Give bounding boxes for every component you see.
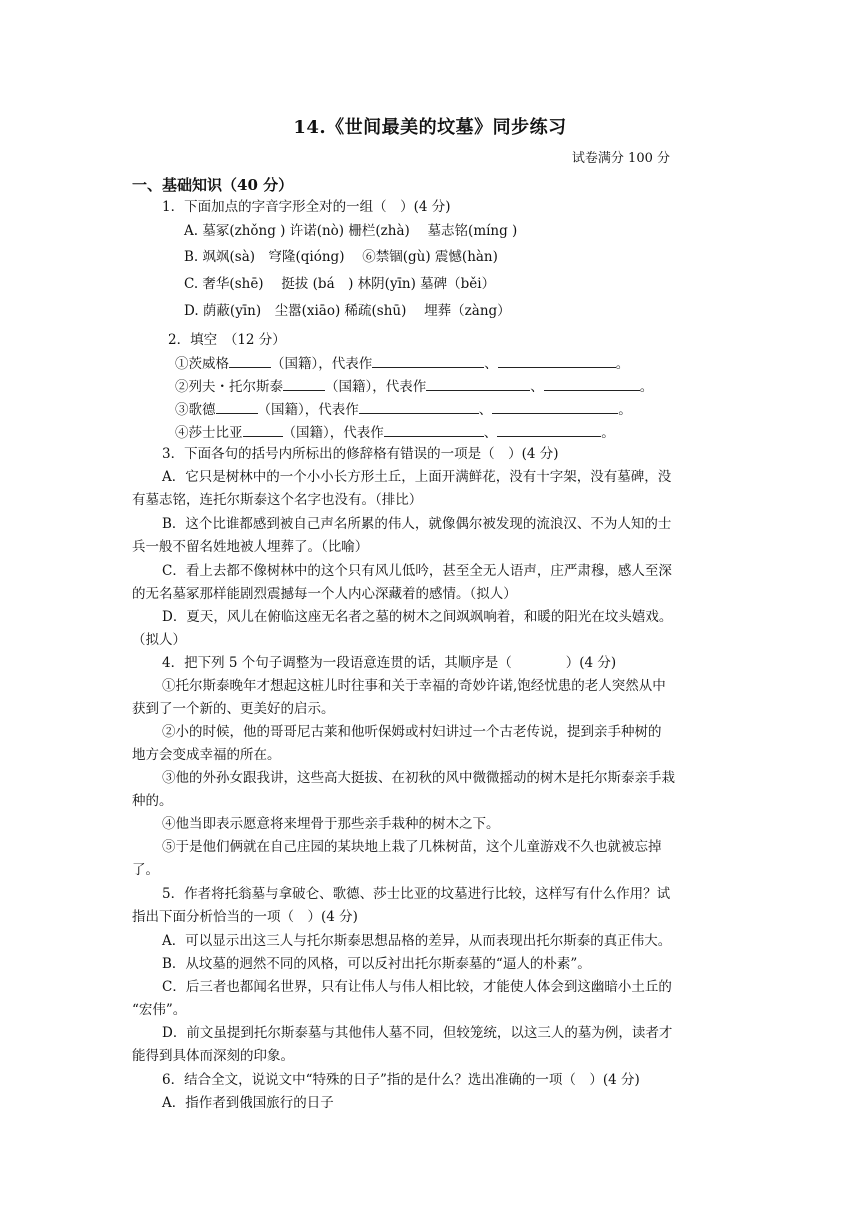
paragraph-line: 指出下面分析恰当的一项（ ）(4 分) <box>132 909 358 925</box>
question-4-stem: 4．把下列 5 个句子调整为一段语意连贯的话，其顺序是（ ）(4 分) <box>162 655 617 671</box>
paragraph-line: 有墓志铭，连托尔斯泰这个名字也没有。（排比） <box>132 492 423 508</box>
paragraph-line: 兵一般不留名姓地被人埋葬了。（比喻） <box>132 539 369 555</box>
fill-text: （国籍），代表作 <box>282 425 384 441</box>
question-5-stem: 5．作者将托翁墓与拿破仑、歌德、莎士比亚的坟墓进行比较，这样写有什么作用？试 <box>162 886 671 902</box>
blank-line[interactable] <box>229 353 271 368</box>
question-3-stem: 3．下面各句的括号内所标出的修辞格有错误的一项是（ ）(4 分) <box>162 446 559 462</box>
fill-sep: 、 <box>530 379 544 395</box>
question-6-stem: 6．结合全文，说说文中“特殊的日子”指的是什么？选出准确的一项（ ）(4 分) <box>162 1072 640 1088</box>
paragraph-line: ②小的时候，他的哥哥尼古莱和他听保姆或村妇讲过一个古老传说，提到亲手种树的 <box>162 724 662 740</box>
blank-line[interactable] <box>216 399 258 414</box>
paragraph-line: C．看上去都不像树林中的这个只有风儿低吟，甚至全无人语声，庄严肃穆，感人至深 <box>162 563 672 579</box>
fill-label: ④莎士比亚 <box>175 425 243 441</box>
paragraph-line: A．可以显示出这三人与托尔斯泰思想品格的差异，从而表现出托尔斯泰的真正伟大。 <box>162 933 672 949</box>
paragraph-line: 地方会变成幸福的所在。 <box>132 747 281 763</box>
fill-label: ②列夫・托尔斯泰 <box>175 379 283 395</box>
paragraph-line: B．从坟墓的迥然不同的风格，可以反衬出托尔斯泰墓的“逼人的朴素”。 <box>162 956 591 972</box>
fill-sep: 、 <box>484 356 498 372</box>
question-2-stem: 2．填空 （12 分） <box>168 332 286 348</box>
paragraph-line: A．它只是树林中的一个小小长方形土丘，上面开满鲜花，没有十字架，没有墓碑，没 <box>162 469 672 485</box>
blank-line[interactable] <box>283 376 325 391</box>
paragraph-line: ③他的外孙女跟我讲，这些高大挺拔、在初秋的风中微微摇动的树木是托尔斯泰亲手栽 <box>162 770 675 786</box>
question-1-option-a: A. 墓冢(zhǒng ) 许诺(nò) 栅栏(zhà) 墓志铭(míng ) <box>184 223 518 239</box>
paragraph-line: ⑤于是他们俩就在自己庄园的某块地上栽了几株树苗，这个儿童游戏不久也就被忘掉 <box>162 839 662 855</box>
fill-end: 。 <box>639 379 654 395</box>
section-heading: 一、基础知识（40 分） <box>132 176 294 194</box>
fill-label: ①茨威格 <box>175 356 229 372</box>
paragraph-line: 能得到具体而深刻的印象。 <box>132 1048 294 1064</box>
paragraph-line: B．这个比谁都感到被自己声名所累的伟人，就像偶尔被发现的流浪汉、不为人知的士 <box>162 516 672 532</box>
fill-row-4 <box>175 422 615 443</box>
paragraph-line: 的无名墓冢那样能剧烈震撼每一个人内心深藏着的感情。（拟人） <box>132 586 517 602</box>
paragraph-line: 了。 <box>132 862 159 878</box>
paragraph-line: D．前文虽提到托尔斯泰墓与其他伟人墓不同，但较笼统，以这三人的墓为例，读者才 <box>162 1025 673 1041</box>
fill-text: （国籍），代表作 <box>271 356 373 372</box>
question-1-option-d: D. 荫蔽(yīn) 尘嚣(xiāo) 稀疏(shū) 埋葬（zàng） <box>184 303 511 319</box>
fill-text: （国籍），代表作 <box>325 379 427 395</box>
paragraph-line: 获到了一个新的、更美好的启示。 <box>132 701 335 717</box>
blank-line[interactable] <box>498 353 616 368</box>
fill-end: 。 <box>601 425 615 441</box>
fill-row-3 <box>175 399 632 420</box>
fill-text: （国籍），代表作 <box>257 402 359 418</box>
paragraph-line: “宏伟”。 <box>132 1002 187 1018</box>
blank-line[interactable] <box>384 422 484 437</box>
fill-row-1 <box>175 353 629 374</box>
fill-sep: 、 <box>483 425 498 441</box>
paragraph-line: A．指作者到俄国旅行的日子 <box>162 1095 334 1111</box>
paragraph-line: D．夏天，风儿在俯临这座无名者之墓的树木之间飒飒响着，和暖的阳光在坟头嬉戏。 <box>162 609 673 625</box>
score-note: 试卷满分 100 分 <box>571 151 670 166</box>
blank-line[interactable] <box>492 399 618 414</box>
fill-sep: 、 <box>478 402 493 418</box>
blank-line[interactable] <box>372 353 484 368</box>
paragraph-line: ①托尔斯泰晚年才想起这桩儿时往事和关于幸福的奇妙许诺,饱经忧患的老人突然从中 <box>162 678 666 694</box>
fill-label: ③歌德 <box>175 402 216 418</box>
paragraph-line: C．后三者也都闻名世界，只有让伟人与伟人相比较，才能使人体会到这幽暗小土丘的 <box>162 979 672 995</box>
blank-line[interactable] <box>359 399 479 414</box>
fill-row-2 <box>175 376 653 397</box>
blank-line[interactable] <box>426 376 530 391</box>
question-1-stem: 1．下面加点的字音字形全对的一组（ ）(4 分) <box>162 199 451 215</box>
paragraph-line: ④他当即表示愿意将来埋骨于那些亲手栽种的树木之下。 <box>162 816 500 832</box>
fill-end: 。 <box>618 402 632 418</box>
question-1-option-c: C. 奢华(shē) 挺拔 (bá ) 林阴(yīn) 墓碑（běi） <box>184 276 496 292</box>
fill-end: 。 <box>615 356 630 372</box>
blank-line[interactable] <box>243 422 283 437</box>
document-title: 14.《世间最美的坟墓》同步练习 <box>293 117 567 138</box>
paragraph-line: 种的。 <box>132 793 173 809</box>
blank-line[interactable] <box>544 376 640 391</box>
question-1-option-b: B. 飒飒(sà) 穹隆(qióng) ⑥禁锢(gù) 震憾(hàn) <box>184 249 498 265</box>
blank-line[interactable] <box>497 422 601 437</box>
paragraph-line: （拟人） <box>132 632 186 648</box>
